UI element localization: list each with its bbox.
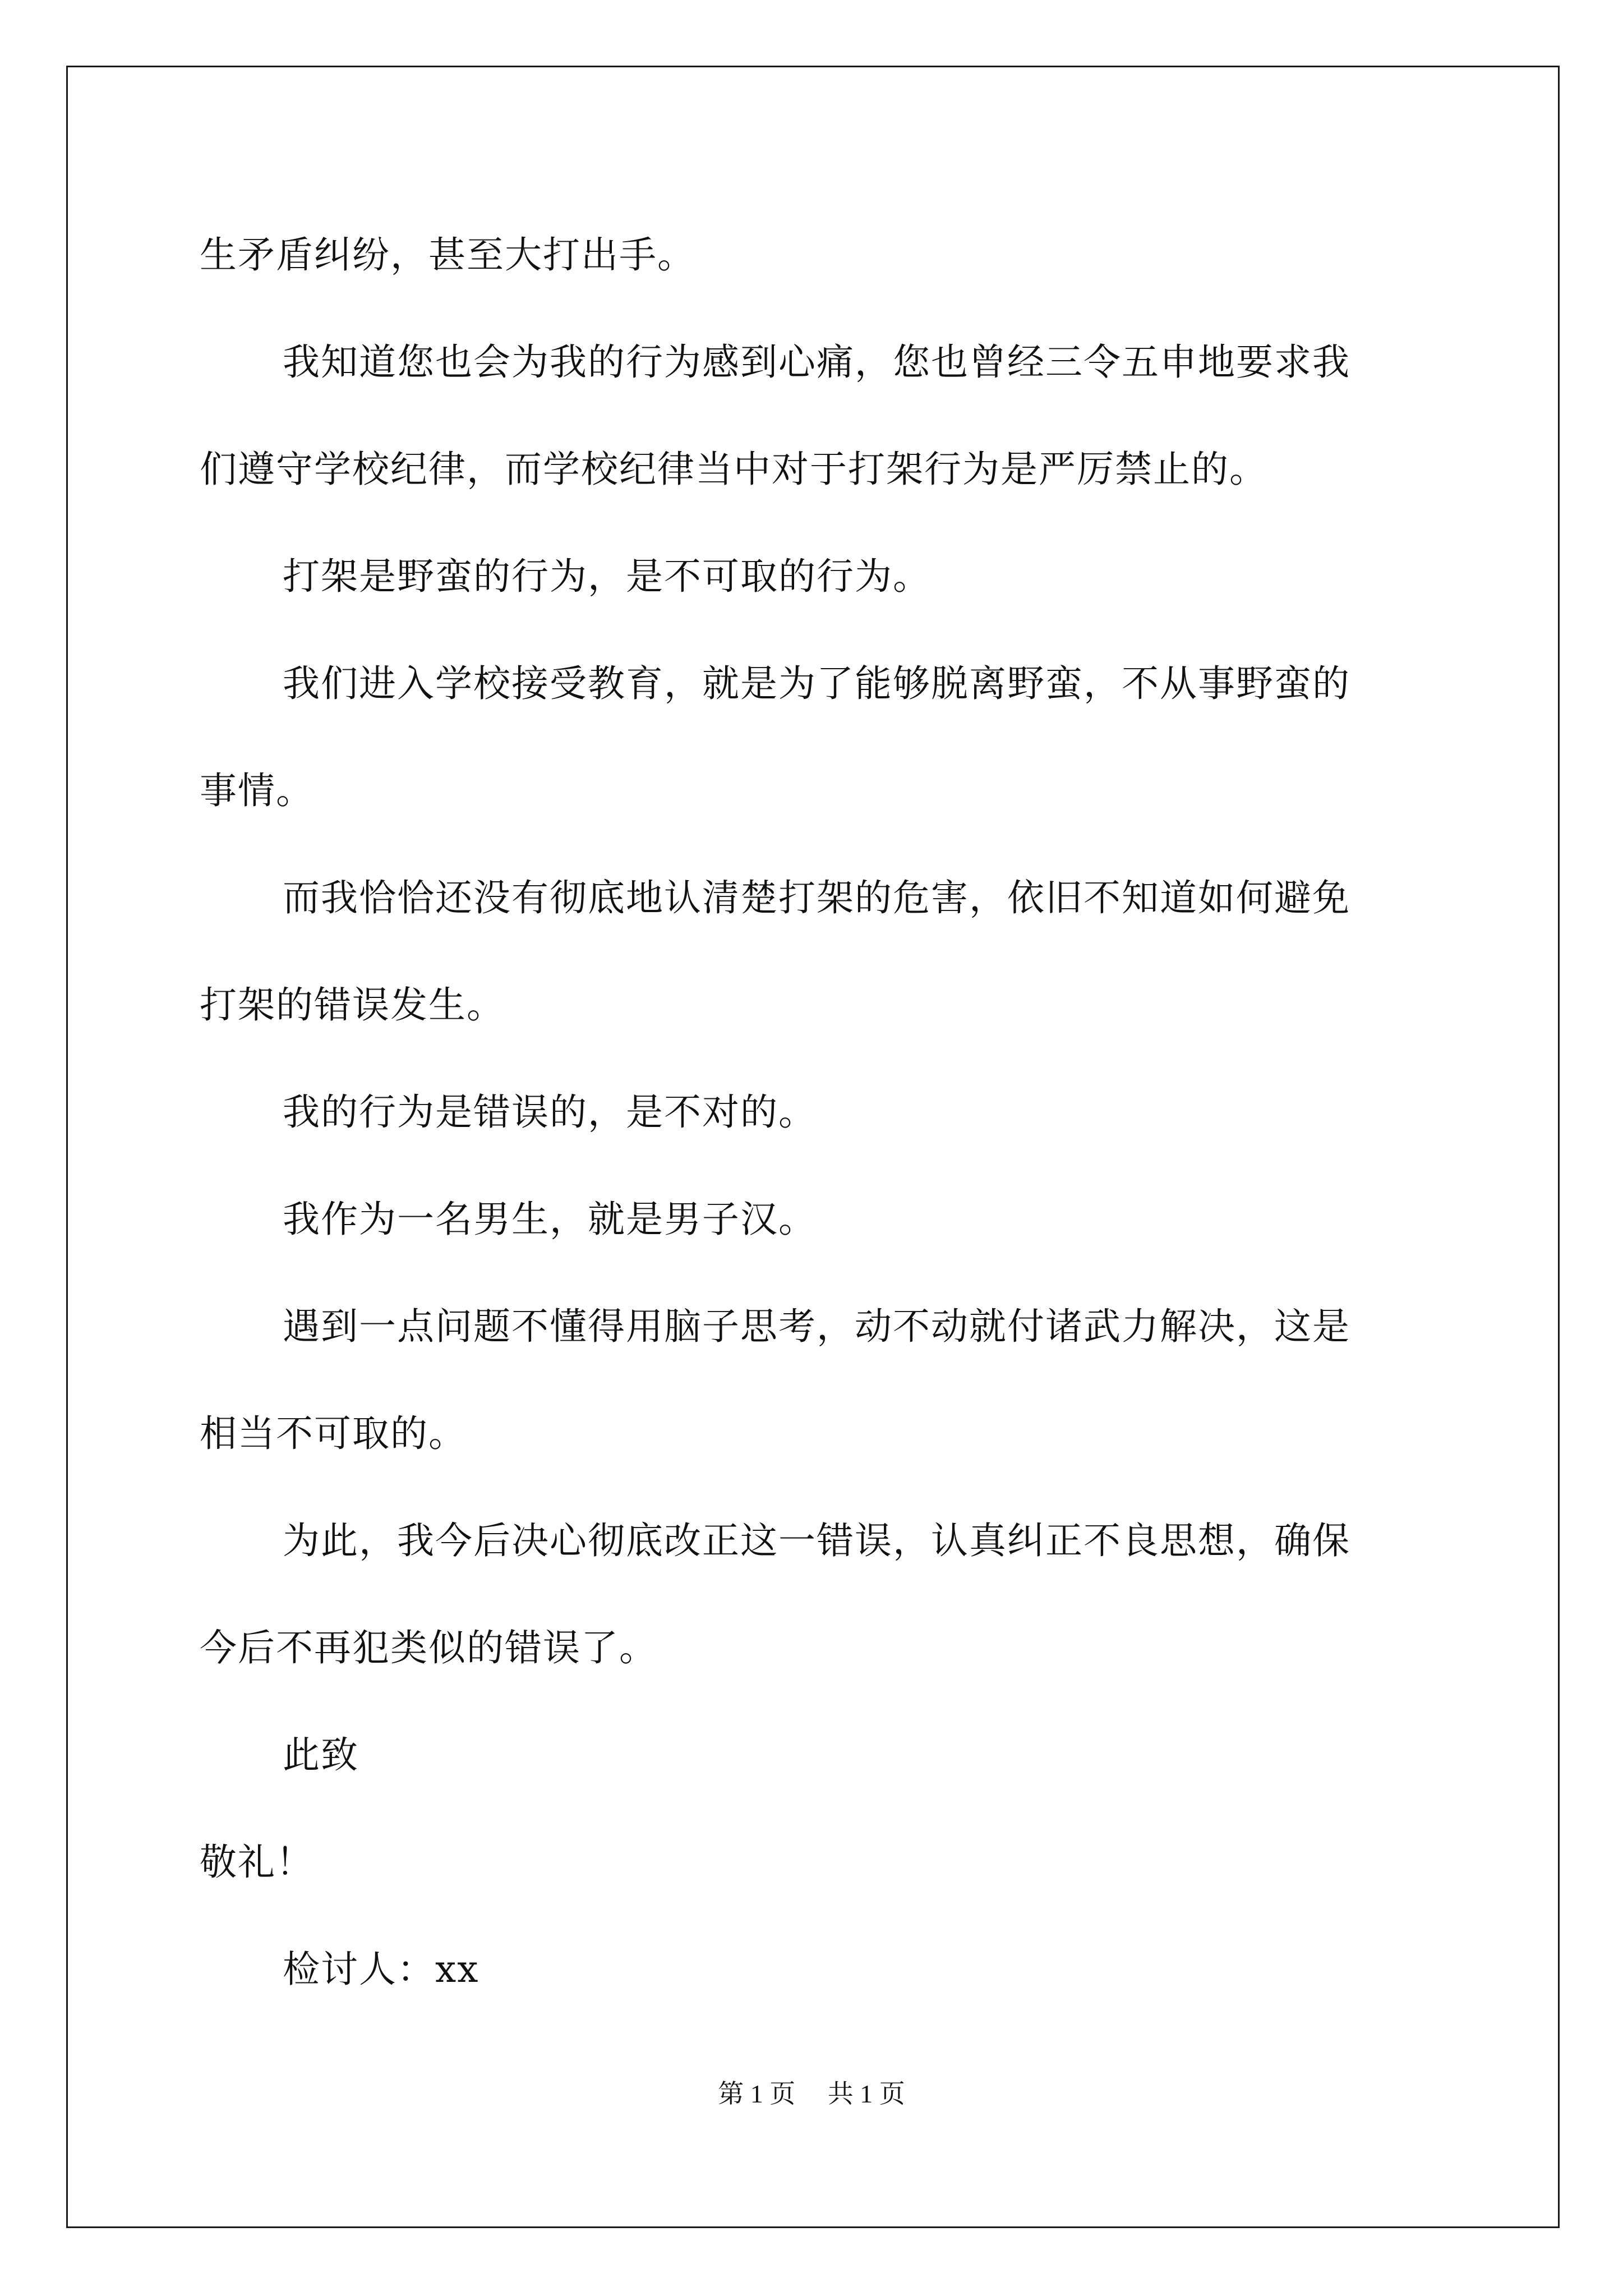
body-line: 遇到一点问题不懂得用脑子思考，动不动就付诸武力解决，这是 bbox=[283, 1305, 1350, 1348]
body-line: 而我恰恰还没有彻底地认清楚打架的危害，依旧不知道如何避免 bbox=[283, 876, 1350, 919]
body-line: 相当不可取的。 bbox=[200, 1412, 467, 1455]
body-line: 为此，我今后决心彻底改正这一错误，认真纠正不良思想，确保 bbox=[283, 1519, 1350, 1562]
letter-body bbox=[200, 222, 1433, 2043]
body-line: 今后不再犯类似的错误了。 bbox=[200, 1626, 657, 1669]
page-number-footer: 第 1 页 共 1 页 bbox=[718, 2079, 905, 2108]
body-line: 们遵守学校纪律，而学校纪律当中对于打架行为是严厉禁止的。 bbox=[200, 448, 1267, 491]
body-line: 打架的错误发生。 bbox=[200, 983, 505, 1027]
body-line: 我的行为是错误的，是不对的。 bbox=[283, 1091, 817, 1134]
salutation-line: 敬礼！ bbox=[200, 1841, 314, 1884]
body-line: 我知道您也会为我的行为感到心痛，您也曾经三令五申地要求我 bbox=[283, 341, 1350, 384]
closing-line: 此致 bbox=[283, 1733, 359, 1777]
body-line: 打架是野蛮的行为，是不可取的行为。 bbox=[283, 555, 931, 598]
body-line: 我们进入学校接受教育，就是为了能够脱离野蛮，不从事野蛮的 bbox=[283, 662, 1350, 705]
body-line: 生矛盾纠纷，甚至大打出手。 bbox=[200, 233, 695, 277]
signature-line: 检讨人：xx bbox=[283, 1948, 479, 1991]
body-line: 事情。 bbox=[200, 769, 314, 812]
body-line: 我作为一名男生，就是男子汉。 bbox=[283, 1198, 817, 1241]
